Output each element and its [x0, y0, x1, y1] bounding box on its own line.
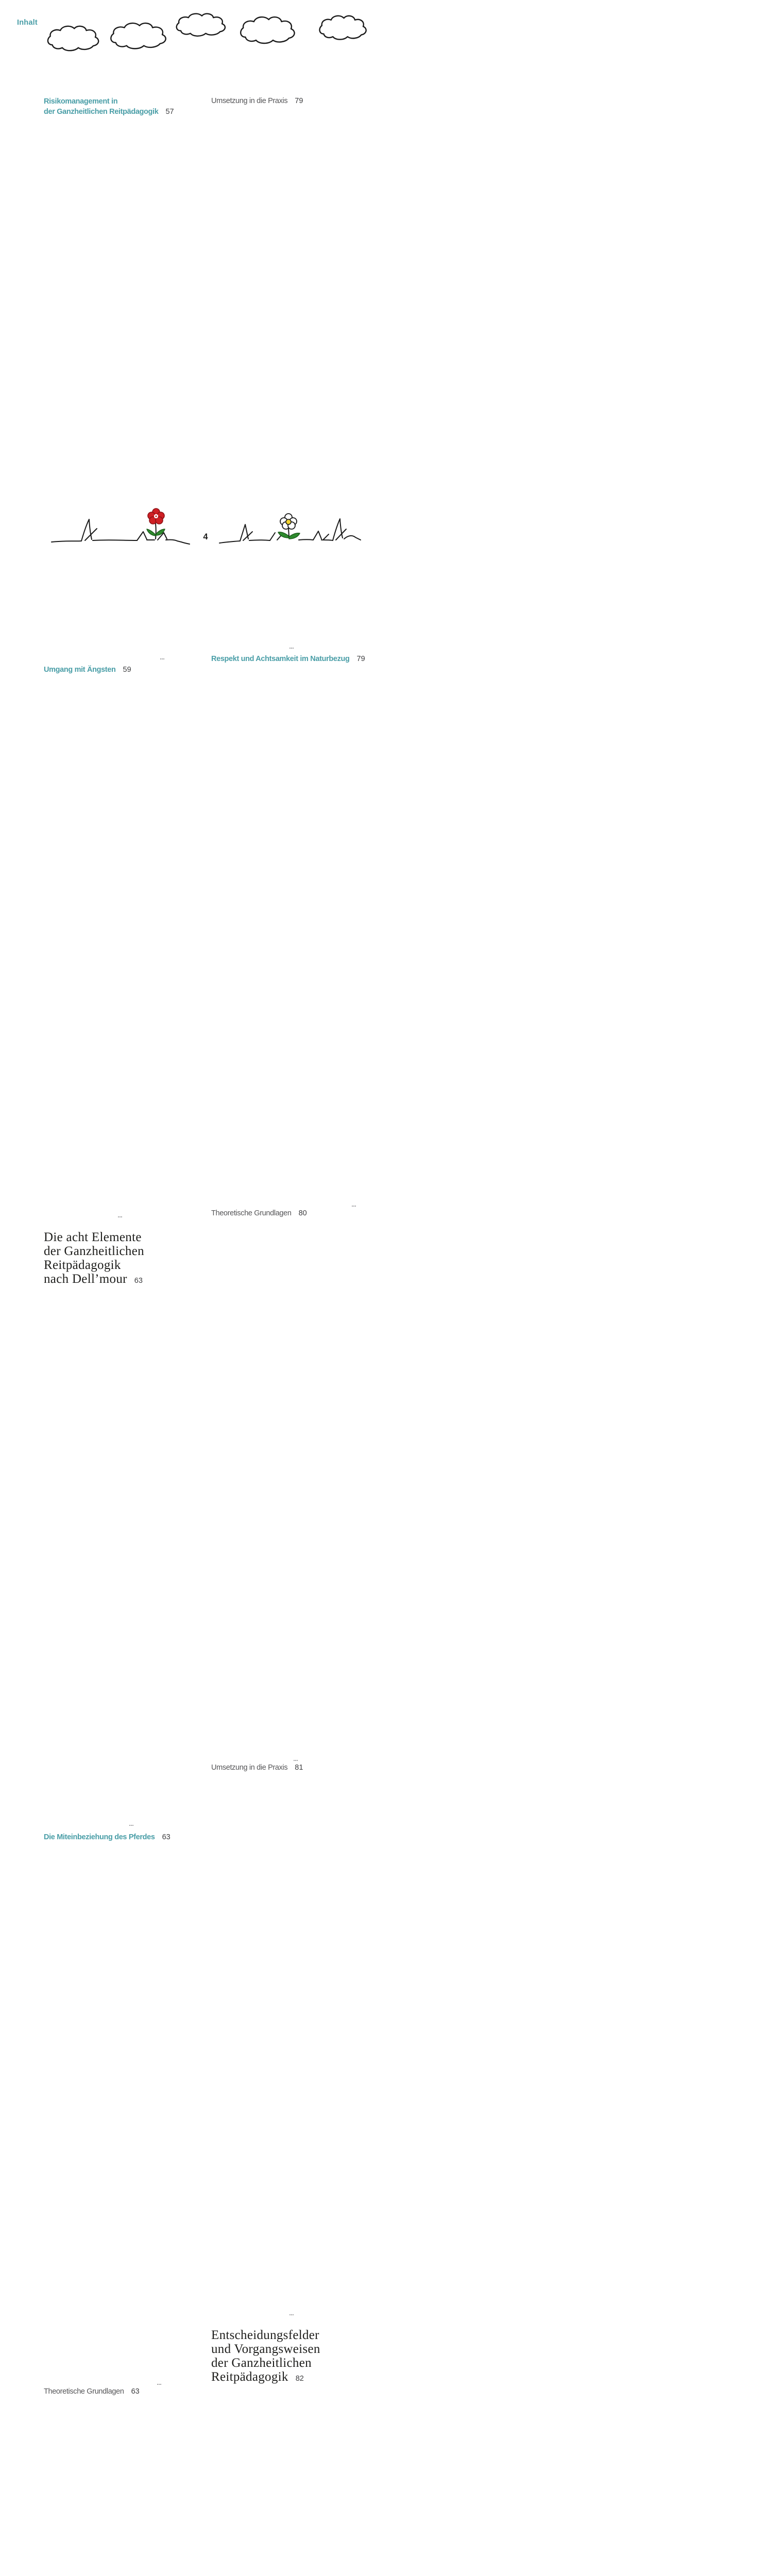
toc-entry-page: 79	[295, 96, 705, 650]
meadow-illustration	[0, 508, 410, 554]
toc-entry	[44, 1230, 199, 1828]
toc-entry-label: nach Dell’mour	[44, 1272, 127, 1286]
leader-dots	[157, 2384, 161, 2385]
toc-entry	[44, 1832, 199, 2386]
toc-entry	[211, 654, 367, 1208]
leader-dots	[289, 2314, 294, 2315]
toc-entry-label: Umgang mit Ängsten	[44, 666, 116, 674]
leader-dots	[352, 1206, 356, 1207]
toc-entry-label: Theoretische Grundlagen	[44, 2387, 124, 2396]
toc-entry-label: Respekt und Achtsamkeit im Naturbezug	[211, 655, 350, 663]
toc-entry-line: Entscheidungsfelder	[211, 2328, 319, 2342]
leader-dots	[289, 648, 294, 649]
toc-entry	[44, 665, 199, 1219]
toc-entry-page: 82	[296, 2372, 706, 2576]
leader-dots	[129, 1825, 133, 1826]
toc-entry-label: Theoretische Grundlagen	[211, 1209, 292, 1217]
page-number: 4	[203, 532, 208, 541]
toc-entry	[211, 1762, 367, 2317]
toc-entry-page: 63	[131, 2386, 541, 2576]
toc-entry-page: 63	[162, 1832, 572, 2386]
toc-entry-line: Die acht Elemente	[44, 1230, 142, 1244]
toc-entry	[211, 1208, 367, 1762]
clouds-illustration	[41, 8, 381, 60]
toc-entry-page: 59	[123, 665, 533, 1219]
toc-entry	[211, 96, 367, 650]
page-header-label: Inhalt	[17, 19, 38, 27]
toc-entry-page: 63	[134, 1274, 544, 1828]
toc-entry	[44, 2386, 199, 2576]
toc-entry-label: der Ganzheitlichen Reitpädagogik	[44, 108, 159, 116]
toc-entry-line: der Ganzheitlichen	[211, 2356, 312, 2370]
leader-dots	[294, 1760, 298, 1761]
toc-entry-page: 80	[299, 1208, 709, 1762]
toc-entry-label: Umsetzung in die Praxis	[211, 1764, 288, 1772]
toc-entry-label: Die Miteinbeziehung des Pferdes	[44, 1833, 155, 1841]
toc-entry-label: Umsetzung in die Praxis	[211, 97, 288, 105]
toc-column-left	[44, 93, 199, 2576]
toc-entry-label: Reitpädagogik	[211, 2370, 288, 2384]
toc-entry-line: Risikomanagement in	[44, 97, 118, 106]
toc-entry-page: 79	[357, 654, 767, 1208]
daisy-flower	[278, 514, 300, 539]
toc-entry	[211, 2328, 367, 2576]
toc-entry-line: der Ganzheitlichen	[44, 1244, 144, 1258]
toc-column-right	[211, 96, 367, 2576]
leader-dots	[118, 1216, 122, 1217]
toc-entry-page: 81	[295, 1762, 705, 2317]
toc-entry	[44, 96, 199, 661]
toc-entry-line: und Vorgangsweisen	[211, 2342, 320, 2356]
toc-page	[0, 0, 410, 2396]
leader-dots	[160, 658, 164, 659]
toc-entry-page: 57	[165, 107, 575, 661]
grass-tuft	[81, 519, 92, 541]
toc-entry-line: Reitpädagogik	[44, 1258, 121, 1272]
